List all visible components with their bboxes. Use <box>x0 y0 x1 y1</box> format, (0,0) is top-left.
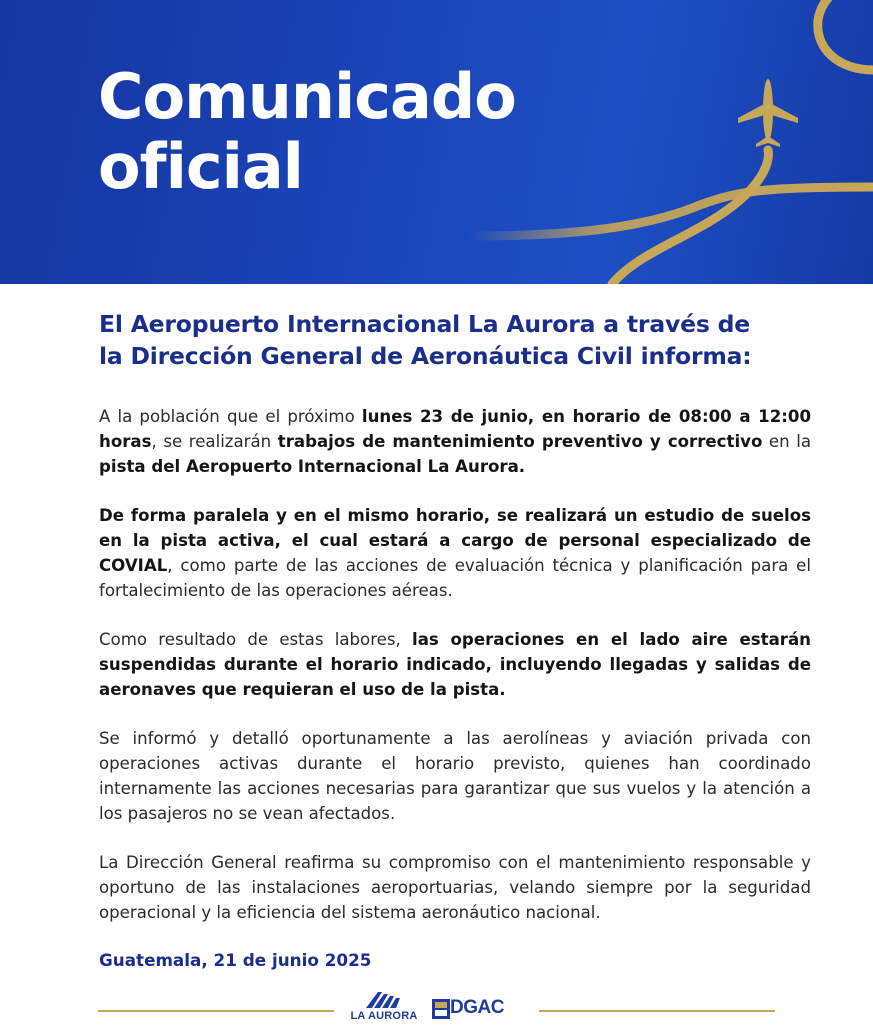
p5-text-1: La Dirección General reafirma su compromiso con el mantenimiento responsable y oportuno de las instalaciones aeroportuarias, velando siempre por la seguridad operacional y la eficiencia del sistema aeronáutico nacional. <box>99 853 811 922</box>
p1-bold-2: trabajos de mantenimiento preventivo y correctivo <box>277 432 763 451</box>
p3-bold-1: las operaciones en el lado aire estarán suspendidas durante el horario indicado, incluyendo llegadas y salidas de aeronaves que requieran el uso de la pista. <box>99 630 811 699</box>
headline-line-1: El Aeropuerto Internacional La Aurora a través de <box>99 310 750 338</box>
paragraph-3 <box>99 627 811 702</box>
airplane-icon <box>736 78 800 148</box>
dgac-wordmark: DGAC <box>450 997 504 1018</box>
la-aurora-mark-icon <box>364 988 404 1010</box>
footer-divider-right <box>539 1010 775 1012</box>
p2-text-1: , como parte de las acciones de evaluación técnica y planificación para el fortalecimiento de las operaciones aéreas. <box>99 556 811 600</box>
title-line-1: Comunicado <box>98 60 516 133</box>
p1-text-1: A la población que el próximo <box>99 407 362 426</box>
footer-divider-left <box>98 1010 334 1012</box>
dgac-logo <box>432 998 528 1022</box>
paragraph-4 <box>99 726 811 826</box>
headline <box>99 308 811 372</box>
date-line: Guatemala, 21 de junio 2025 <box>99 950 372 970</box>
title-line-2: oficial <box>98 130 303 203</box>
header-banner <box>0 0 873 284</box>
p2-bold-1: De forma paralela y en el mismo horario, se realizará un estudio de suelos en la pista activa, el cual estará a cargo de personal especializado de COVIAL <box>99 506 811 575</box>
footer <box>0 988 873 1030</box>
headline-line-2: la Dirección General de Aeronáutica Civil informa: <box>99 342 752 370</box>
dgac-mark-icon <box>432 999 450 1019</box>
paragraph-1 <box>99 404 811 479</box>
p4-text-1: Se informó y detalló oportunamente a las aerolíneas y aviación privada con operaciones activas durante el horario previsto, quienes han coordinado internamente las acciones necesarias para garantizar que sus vuelos y la atención a los pasajeros no se vean afectados. <box>99 729 811 823</box>
p1-bold-1: lunes 23 de junio, en horario de 08:00 a 12:00 horas <box>99 407 811 451</box>
document-body <box>99 284 811 972</box>
page-title <box>98 62 516 202</box>
p3-text-1: Como resultado de estas labores, <box>99 630 413 649</box>
la-aurora-logo <box>347 988 421 1024</box>
paragraph-2 <box>99 503 811 603</box>
p1-text-2: , se realizarán <box>151 432 278 451</box>
la-aurora-wordmark: LA AURORA <box>350 1010 418 1022</box>
p1-text-3: en la <box>762 432 811 451</box>
paragraph-5 <box>99 850 811 925</box>
p1-bold-3: pista del Aeropuerto Internacional La Aurora. <box>99 457 526 476</box>
